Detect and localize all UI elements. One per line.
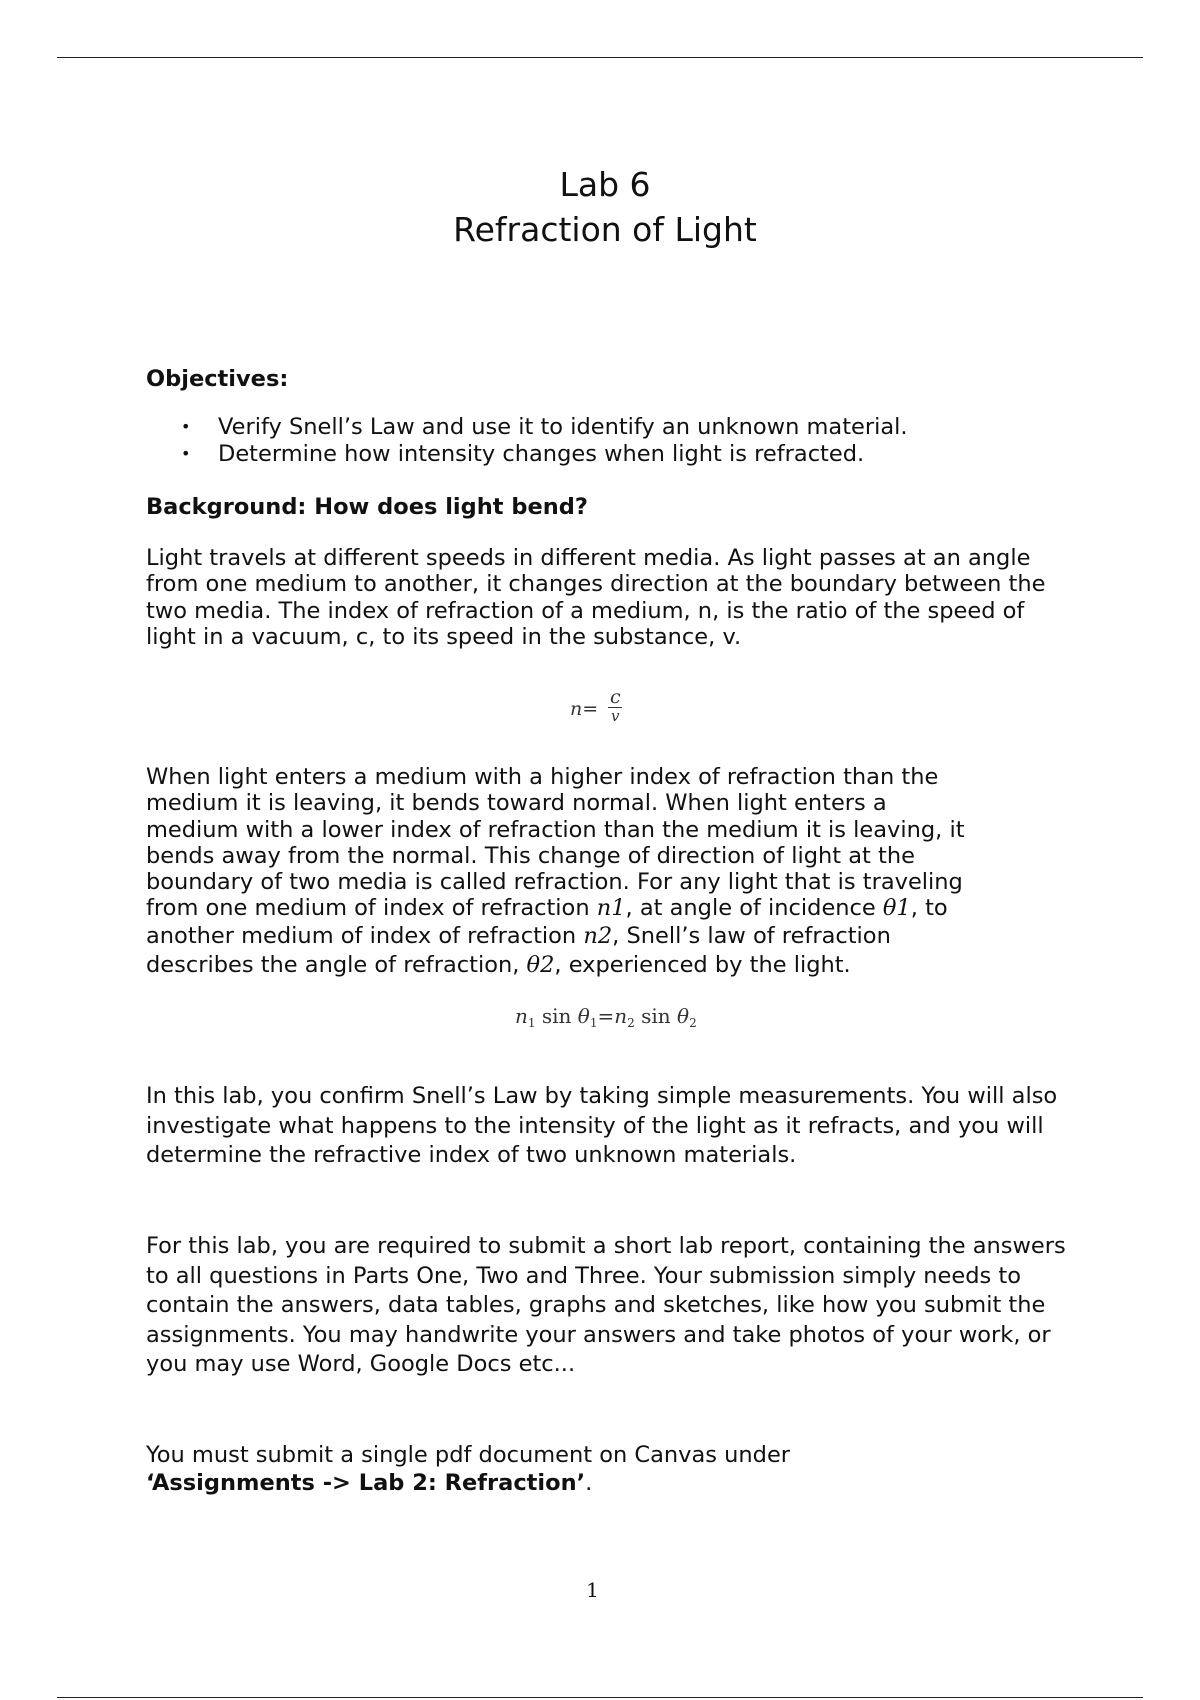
paragraph-line xyxy=(146,895,1076,923)
submission-instructions-paragraph: For this lab, you are required to submit a short lab report, containing the answers to all questions in Parts One, Two and Three. Your submission simply needs to contain the answers, data tables, graphs and sketches, like how you submit the assignments. You may handwrite your answers and take photos of your work, or you may use Word, Google Docs etc... xyxy=(146,1233,1066,1377)
formula-symbol: n xyxy=(515,1004,528,1028)
formula-subscript: 2 xyxy=(689,1016,697,1030)
submission-location-text: You must submit a single pdf document on Canvas under xyxy=(146,1442,791,1468)
text-run: describes the angle of refraction, xyxy=(146,952,527,979)
background-heading: Background: How does light bend? xyxy=(146,494,588,520)
paragraph-line: bends away from the normal. This change of direction of light at the xyxy=(146,842,915,869)
list-item xyxy=(146,414,908,441)
period: . xyxy=(585,1470,593,1496)
assignment-path: ‘Assignments -> Lab 2: Refraction’ xyxy=(146,1470,586,1496)
formula-function: sin xyxy=(634,1004,678,1028)
objectives-heading: Objectives: xyxy=(146,366,289,392)
math-theta1: θ1 xyxy=(882,895,911,922)
formula-denominator: v xyxy=(611,707,620,725)
formula-function: sin xyxy=(535,1004,578,1028)
math-theta2: θ2 xyxy=(526,952,555,979)
text-run: another medium of index of refraction xyxy=(146,923,584,950)
formula-subscript: 1 xyxy=(527,1016,536,1030)
background-paragraph-1: Light travels at different speeds in different media. As light passes at an angle from one medium to another, it changes direction at the boundary between the two media. The index of refraction of a medium, n, is the ratio of the speed of light in a vacuum, c, to its speed in the substance, v. xyxy=(146,545,1046,650)
bullet-icon: • xyxy=(181,417,191,436)
formula-lhs: n= xyxy=(570,698,599,720)
paragraph-line: medium with a lower index of refraction than the medium it is leaving, it xyxy=(146,816,965,843)
background-paragraph-3: In this lab, you confirm Snell’s Law by taking simple measurements. You will also investigate what happens to the intensity of the light as it refracts, and you will determine the refractive index of two unknown materials. xyxy=(146,1083,1058,1168)
paragraph-line xyxy=(146,952,1076,978)
formula-symbol: n xyxy=(614,1004,628,1028)
objectives-list xyxy=(146,414,908,467)
formula-symbol: θ xyxy=(577,1004,590,1028)
formula-subscript: 2 xyxy=(627,1016,635,1030)
bottom-rule xyxy=(57,1697,1143,1698)
text-run: , experienced by the light. xyxy=(554,952,851,979)
document-title: Refraction of Light xyxy=(453,210,757,249)
submission-location-paragraph xyxy=(146,1441,1076,1497)
paragraph-line xyxy=(146,923,1076,952)
text-run: , Snell’s law of refraction xyxy=(612,923,891,950)
paragraph-line: When light enters a medium with a higher index of refraction than the xyxy=(146,764,939,790)
text-run: , at angle of incidence xyxy=(625,895,883,922)
formula-numerator: c xyxy=(610,686,621,708)
page-number: 1 xyxy=(586,1578,599,1602)
formula-subscript: 1 xyxy=(589,1016,598,1030)
objective-text: Verify Snell’s Law and use it to identify an unknown material. xyxy=(218,414,908,440)
objective-text: Determine how intensity changes when light is refracted. xyxy=(218,440,865,467)
formula-symbol: θ xyxy=(677,1004,690,1028)
paragraph-line: medium it is leaving, it bends toward normal. When light enters a xyxy=(146,790,887,817)
list-item xyxy=(146,441,908,468)
document-title-lab-number: Lab 6 xyxy=(559,165,651,204)
paragraph-line: boundary of two media is called refraction. For any light that is traveling xyxy=(146,869,963,896)
text-run: from one medium of index of refraction xyxy=(146,895,597,922)
background-paragraph-2 xyxy=(146,764,1076,979)
index-of-refraction-formula xyxy=(570,688,630,728)
formula-equals: = xyxy=(597,1004,615,1028)
math-n1: n1 xyxy=(596,895,626,922)
bullet-icon: • xyxy=(181,443,191,463)
text-run: , to xyxy=(910,895,948,922)
snells-law-formula xyxy=(515,1004,697,1030)
math-n2: n2 xyxy=(583,923,613,950)
top-rule xyxy=(57,57,1143,58)
